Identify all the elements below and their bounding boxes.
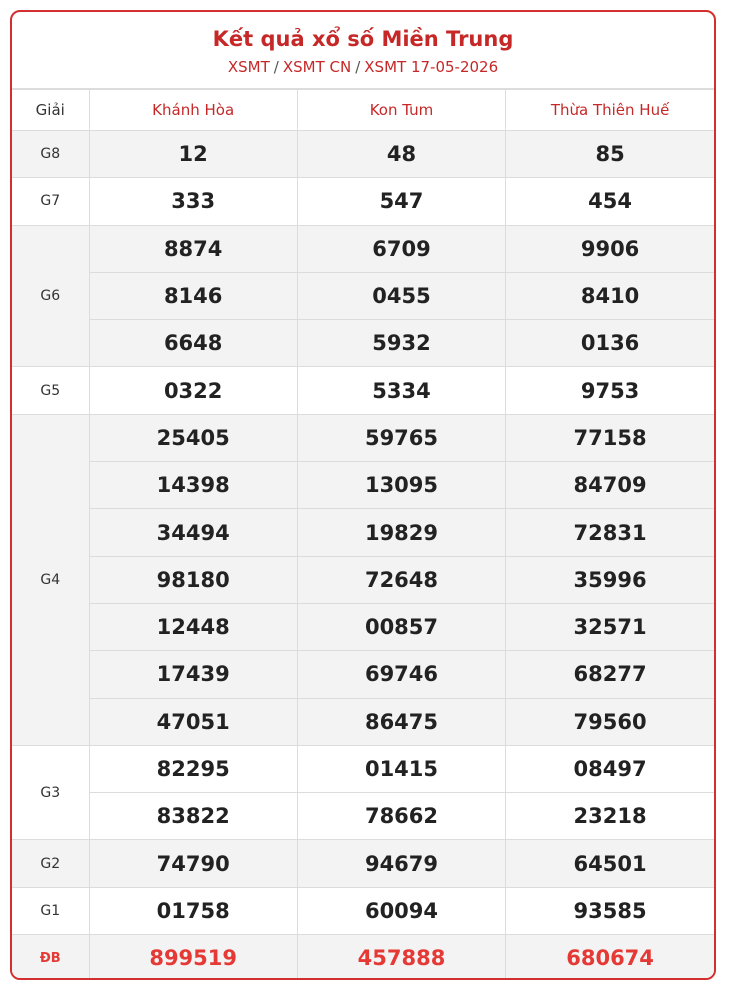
column-header-province[interactable]: Kon Tum [297,90,505,131]
prize-number: 6648 [89,320,297,367]
link-xsmt[interactable]: XSMT [227,58,270,76]
prize-number: 59765 [297,414,505,461]
table-row [12,698,714,745]
prize-label: G5 [12,367,89,414]
prize-number: 48 [297,131,505,178]
table-row [12,272,714,319]
table-row [12,840,714,887]
prize-number: 60094 [297,887,505,934]
prize-number: 8874 [89,225,297,272]
breadcrumb-separator: / [355,58,361,76]
prize-label: G2 [12,840,89,887]
prize-number: 0455 [297,272,505,319]
prize-number: 8410 [506,272,714,319]
results-header [12,12,714,89]
prize-label: G1 [12,887,89,934]
results-table [12,89,714,980]
table-row [12,178,714,225]
prize-number: 35996 [506,556,714,603]
prize-number: 547 [297,178,505,225]
column-header-province[interactable]: Thừa Thiên Huế [506,90,714,131]
prize-number: 25405 [89,414,297,461]
prize-label: G6 [12,225,89,367]
prize-number: 78662 [297,793,505,840]
table-row [12,414,714,461]
prize-label: G3 [12,745,89,840]
prize-number: 01758 [89,887,297,934]
prize-number: 68277 [506,651,714,698]
prize-number: 93585 [506,887,714,934]
table-row [12,793,714,840]
prize-number: 23218 [506,793,714,840]
prize-number: 77158 [506,414,714,461]
prize-number: 8146 [89,272,297,319]
prize-number: 64501 [506,840,714,887]
prize-number: 00857 [297,603,505,650]
column-header-province[interactable]: Khánh Hòa [89,90,297,131]
prize-number: 13095 [297,462,505,509]
table-row [12,509,714,556]
special-prize-number: 899519 [89,935,297,980]
prize-number: 9906 [506,225,714,272]
table-row [12,320,714,367]
prize-number: 19829 [297,509,505,556]
table-row [12,462,714,509]
link-xsmt-date[interactable]: XSMT 17-05-2026 [364,58,499,76]
prize-number: 69746 [297,651,505,698]
table-row [12,935,714,980]
prize-label: G8 [12,131,89,178]
prize-label: G4 [12,414,89,745]
table-row [12,556,714,603]
special-prize-number: 680674 [506,935,714,980]
breadcrumb-separator: / [273,58,279,76]
prize-number: 83822 [89,793,297,840]
prize-number: 85 [506,131,714,178]
prize-number: 86475 [297,698,505,745]
special-prize-number: 457888 [297,935,505,980]
prize-number: 12448 [89,603,297,650]
prize-number: 14398 [89,462,297,509]
table-row [12,745,714,792]
prize-number: 82295 [89,745,297,792]
prize-label: G7 [12,178,89,225]
prize-number: 5334 [297,367,505,414]
prize-number: 333 [89,178,297,225]
prize-number: 9753 [506,367,714,414]
link-xsmt-cn[interactable]: XSMT CN [282,58,352,76]
page-title: Kết quả xổ số Miền Trung [212,27,514,51]
table-row [12,367,714,414]
prize-number: 47051 [89,698,297,745]
prize-number: 5932 [297,320,505,367]
results-body [12,131,714,981]
prize-number: 0136 [506,320,714,367]
prize-number: 79560 [506,698,714,745]
table-row [12,225,714,272]
prize-number: 32571 [506,603,714,650]
column-header-prize: Giải [12,90,89,131]
prize-number: 0322 [89,367,297,414]
prize-number: 34494 [89,509,297,556]
prize-number: 08497 [506,745,714,792]
prize-number: 12 [89,131,297,178]
prize-label: ĐB [12,935,89,980]
table-header-row [12,90,714,131]
prize-number: 01415 [297,745,505,792]
prize-number: 454 [506,178,714,225]
prize-number: 17439 [89,651,297,698]
results-card [10,10,716,980]
table-row [12,887,714,934]
table-row [12,651,714,698]
prize-number: 98180 [89,556,297,603]
table-row [12,603,714,650]
prize-number: 84709 [506,462,714,509]
prize-number: 72831 [506,509,714,556]
prize-number: 94679 [297,840,505,887]
prize-number: 72648 [297,556,505,603]
breadcrumb [12,57,714,77]
prize-number: 74790 [89,840,297,887]
prize-number: 6709 [297,225,505,272]
table-row [12,131,714,178]
